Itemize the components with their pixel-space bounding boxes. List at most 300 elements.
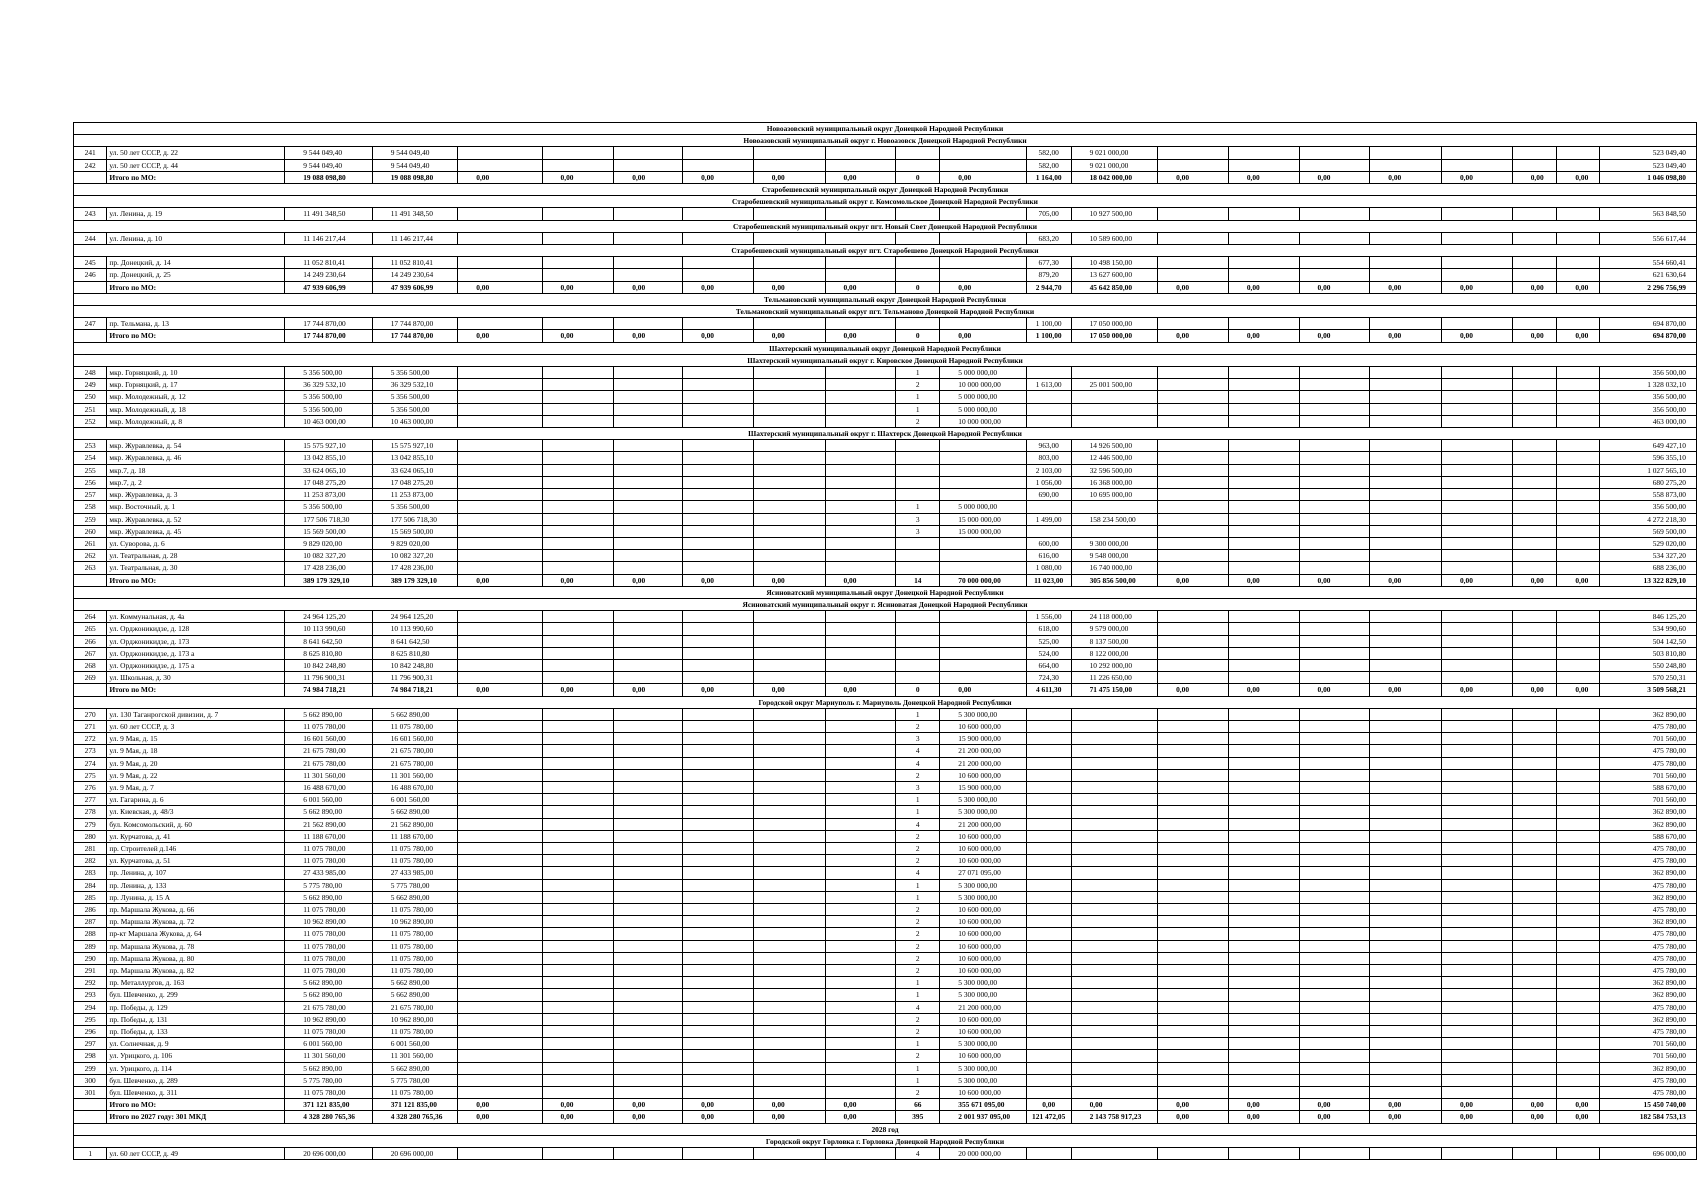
value-cell [1557, 1087, 1600, 1099]
value-cell: 20 000 000,00 [940, 1148, 1027, 1160]
value-cell [1557, 269, 1600, 281]
value-cell [614, 952, 683, 964]
value-cell [1158, 989, 1229, 1001]
table-row [74, 1074, 1697, 1086]
value-cell: 2 944,70 [1026, 281, 1071, 293]
value-cell: 550 248,80 [1600, 659, 1697, 671]
value-cell [1228, 501, 1299, 513]
value-cell: 0,00 [614, 1099, 683, 1111]
value-cell [1512, 818, 1557, 830]
value-cell [458, 440, 542, 452]
value-cell [753, 720, 825, 732]
value-cell [1158, 830, 1229, 842]
value-cell [1158, 818, 1229, 830]
row-number: 284 [74, 879, 107, 891]
table-row [74, 891, 1697, 903]
value-cell [1026, 757, 1071, 769]
value-cell [458, 904, 542, 916]
value-cell: 2 [896, 830, 940, 842]
value-cell: 0,00 [1557, 574, 1600, 586]
value-cell: 5 356 500,00 [372, 501, 458, 513]
value-cell: 5 775 780,00 [372, 879, 458, 891]
value-cell [542, 818, 614, 830]
value-cell [614, 708, 683, 720]
value-cell [1228, 391, 1299, 403]
value-cell [1441, 1148, 1512, 1160]
value-cell [614, 647, 683, 659]
value-cell [683, 952, 754, 964]
value-cell: 4 [896, 757, 940, 769]
value-cell [1228, 818, 1299, 830]
value-cell [1441, 794, 1512, 806]
value-cell: 17 428 236,00 [372, 562, 458, 574]
value-cell [1441, 965, 1512, 977]
value-cell: 2 [896, 1026, 940, 1038]
value-cell: 0,00 [940, 330, 1027, 342]
value-cell [1071, 867, 1158, 879]
value-cell [1228, 733, 1299, 745]
value-cell [1026, 891, 1071, 903]
value-cell [753, 733, 825, 745]
value-cell: 2 [896, 1013, 940, 1025]
value-cell [825, 757, 896, 769]
value-cell [1512, 452, 1557, 464]
value-cell [1228, 367, 1299, 379]
value-cell [1299, 733, 1370, 745]
value-cell [614, 232, 683, 244]
address-cell: мкр. Журавлевка, д. 3 [107, 489, 285, 501]
value-cell [825, 159, 896, 171]
value-cell [1158, 940, 1229, 952]
value-cell: 21 200 000,00 [940, 1001, 1027, 1013]
section-header [74, 184, 1697, 196]
value-cell [683, 757, 754, 769]
value-cell [1370, 769, 1442, 781]
value-cell [1441, 318, 1512, 330]
row-number: 247 [74, 318, 107, 330]
value-cell [753, 367, 825, 379]
value-cell [458, 965, 542, 977]
value-cell: 10 842 248,80 [285, 659, 372, 671]
value-cell: 5 662 890,00 [372, 977, 458, 989]
value-cell [614, 928, 683, 940]
value-cell [1370, 842, 1442, 854]
value-cell [614, 1074, 683, 1086]
value-cell [1512, 318, 1557, 330]
value-cell [542, 1026, 614, 1038]
value-cell [825, 879, 896, 891]
value-cell: 10 600 000,00 [940, 940, 1027, 952]
row-number: 276 [74, 781, 107, 793]
value-cell [1299, 1038, 1370, 1050]
table-row [74, 232, 1697, 244]
value-cell: 5 300 000,00 [940, 708, 1027, 720]
value-cell [753, 794, 825, 806]
value-cell: 45 642 850,00 [1071, 281, 1158, 293]
value-cell [458, 1050, 542, 1062]
value-cell [458, 147, 542, 159]
value-cell: 5 300 000,00 [940, 977, 1027, 989]
table-row [74, 562, 1697, 574]
table-row [74, 208, 1697, 220]
value-cell: 0,00 [1228, 281, 1299, 293]
value-cell [1557, 537, 1600, 549]
table-row [74, 818, 1697, 830]
value-cell [1370, 379, 1442, 391]
value-cell [1299, 745, 1370, 757]
value-cell [1557, 672, 1600, 684]
value-cell [614, 769, 683, 781]
value-cell: 621 630,64 [1600, 269, 1697, 281]
table-row [74, 1038, 1697, 1050]
value-cell [1299, 989, 1370, 1001]
value-cell: 5 000 000,00 [940, 367, 1027, 379]
address-cell: мкр. Журавлевка, д. 45 [107, 525, 285, 537]
value-cell: 11 075 780,00 [372, 940, 458, 952]
value-cell [1512, 1013, 1557, 1025]
value-cell [1228, 916, 1299, 928]
value-cell: 0,00 [683, 330, 754, 342]
value-cell [825, 794, 896, 806]
value-cell [1512, 440, 1557, 452]
value-cell [614, 476, 683, 488]
value-cell [1370, 989, 1442, 1001]
value-cell [683, 403, 754, 415]
value-cell [825, 611, 896, 623]
value-cell [753, 562, 825, 574]
value-cell [825, 525, 896, 537]
section-title: Старобешевский муниципальный округ пгт. Новый Свет Донецкой Народной Республики [74, 220, 1697, 232]
value-cell: 13 322 829,10 [1600, 574, 1697, 586]
value-cell: 558 873,00 [1600, 489, 1697, 501]
row-number: 260 [74, 525, 107, 537]
value-cell [1370, 757, 1442, 769]
value-cell [1158, 916, 1229, 928]
value-cell [1071, 403, 1158, 415]
value-cell: 3 [896, 733, 940, 745]
value-cell [458, 403, 542, 415]
value-cell: 0,00 [542, 330, 614, 342]
value-cell: 10 589 600,00 [1071, 232, 1158, 244]
value-cell [458, 1148, 542, 1160]
value-cell [614, 757, 683, 769]
value-cell: 15 000 000,00 [940, 513, 1027, 525]
value-cell: 5 300 000,00 [940, 891, 1027, 903]
value-cell [1228, 769, 1299, 781]
value-cell [1512, 550, 1557, 562]
value-cell [1158, 501, 1229, 513]
value-cell: 0,00 [458, 281, 542, 293]
value-cell [542, 794, 614, 806]
value-cell: 1 [896, 806, 940, 818]
value-cell: 0,00 [1228, 684, 1299, 696]
value-cell [753, 842, 825, 854]
value-cell [1158, 208, 1229, 220]
value-cell [614, 489, 683, 501]
value-cell: 362 890,00 [1600, 989, 1697, 1001]
value-cell: 10 842 248,80 [372, 659, 458, 671]
value-cell [1228, 757, 1299, 769]
value-cell: 0,00 [753, 1111, 825, 1123]
address-cell: пр. Маршала Жукова, д. 72 [107, 916, 285, 928]
value-cell: 5 662 890,00 [372, 1062, 458, 1074]
value-cell [940, 672, 1027, 684]
value-cell [1441, 855, 1512, 867]
value-cell: 25 001 500,00 [1071, 379, 1158, 391]
value-cell [1441, 659, 1512, 671]
value-cell [1228, 379, 1299, 391]
value-cell [940, 659, 1027, 671]
total-row [74, 684, 1697, 696]
address-cell: ул. Ленина, д. 19 [107, 208, 285, 220]
value-cell: 504 142,50 [1600, 635, 1697, 647]
value-cell [614, 415, 683, 427]
value-cell [1370, 781, 1442, 793]
table-row [74, 830, 1697, 842]
value-cell: 0,00 [683, 574, 754, 586]
value-cell: 0,00 [825, 171, 896, 183]
table-row [74, 867, 1697, 879]
address-cell: ул. Киевская, д. 48/3 [107, 806, 285, 818]
value-cell: 14 [896, 574, 940, 586]
row-number: 241 [74, 147, 107, 159]
value-cell [825, 464, 896, 476]
address-cell: пр-кт Маршала Жукова, д. 64 [107, 928, 285, 940]
value-cell [1299, 1087, 1370, 1099]
table-row [74, 916, 1697, 928]
value-cell [683, 659, 754, 671]
value-cell: 475 780,00 [1600, 1001, 1697, 1013]
value-cell: 0,00 [458, 171, 542, 183]
value-cell [542, 318, 614, 330]
value-cell [896, 269, 940, 281]
row-number: 1 [74, 1148, 107, 1160]
address-cell: мкр.7, д. 2 [107, 476, 285, 488]
value-cell: 11 301 560,00 [372, 1050, 458, 1062]
value-cell: 305 856 500,00 [1071, 574, 1158, 586]
value-cell [940, 464, 1027, 476]
value-cell: 5 000 000,00 [940, 391, 1027, 403]
row-number: 280 [74, 830, 107, 842]
value-cell: 2 [896, 965, 940, 977]
value-cell: 10 600 000,00 [940, 965, 1027, 977]
value-cell [1441, 781, 1512, 793]
value-cell [1557, 818, 1600, 830]
value-cell [1441, 977, 1512, 989]
value-cell: 10 695 000,00 [1071, 489, 1158, 501]
value-cell: 24 964 125,20 [285, 611, 372, 623]
value-cell [1299, 1013, 1370, 1025]
value-cell: 3 509 568,21 [1600, 684, 1697, 696]
value-cell [542, 842, 614, 854]
value-cell [896, 550, 940, 562]
value-cell: 14 249 230,64 [372, 269, 458, 281]
value-cell: 0,00 [614, 1111, 683, 1123]
value-cell [1158, 525, 1229, 537]
value-cell: 0,00 [458, 574, 542, 586]
value-cell: 0,00 [1441, 330, 1512, 342]
value-cell [1026, 1013, 1071, 1025]
value-cell: 11 052 810,41 [372, 257, 458, 269]
value-cell [1158, 733, 1229, 745]
value-cell [1228, 794, 1299, 806]
value-cell [1228, 257, 1299, 269]
value-cell: 11 253 873,00 [285, 489, 372, 501]
value-cell: 10 463 000,00 [285, 415, 372, 427]
address-cell: ул. Коммунальная, д. 4а [107, 611, 285, 623]
value-cell [614, 830, 683, 842]
value-cell [1557, 562, 1600, 574]
value-cell: 0,00 [1228, 1111, 1299, 1123]
value-cell [683, 867, 754, 879]
address-cell: мкр. Молодежный, д. 18 [107, 403, 285, 415]
value-cell: 2 [896, 769, 940, 781]
value-cell [683, 769, 754, 781]
value-cell [1071, 989, 1158, 1001]
value-cell [683, 611, 754, 623]
value-cell [1299, 464, 1370, 476]
value-cell: 2 [896, 855, 940, 867]
value-cell [1299, 159, 1370, 171]
value-cell: 10 600 000,00 [940, 904, 1027, 916]
value-cell [1026, 794, 1071, 806]
value-cell [1370, 916, 1442, 928]
value-cell [542, 879, 614, 891]
value-cell [1299, 537, 1370, 549]
value-cell [1441, 672, 1512, 684]
value-cell [458, 806, 542, 818]
value-cell: 36 329 532,10 [285, 379, 372, 391]
value-cell [1512, 916, 1557, 928]
value-cell: 0,00 [614, 684, 683, 696]
value-cell: 21 675 780,00 [372, 757, 458, 769]
value-cell: 475 780,00 [1600, 965, 1697, 977]
value-cell [683, 647, 754, 659]
value-cell: 0,00 [940, 171, 1027, 183]
value-cell [542, 745, 614, 757]
value-cell [614, 513, 683, 525]
value-cell: 5 000 000,00 [940, 403, 1027, 415]
value-cell [825, 232, 896, 244]
value-cell [1441, 1026, 1512, 1038]
table-row [74, 1148, 1697, 1160]
value-cell [1071, 1026, 1158, 1038]
value-cell [458, 659, 542, 671]
value-cell: 11 075 780,00 [372, 842, 458, 854]
value-cell [458, 208, 542, 220]
value-cell: 2 103,00 [1026, 464, 1071, 476]
section-header [74, 123, 1697, 135]
section-title: Новоазовский муниципальный округ Донецкой Народной Республики [74, 123, 1697, 135]
value-cell [753, 769, 825, 781]
value-cell [614, 977, 683, 989]
value-cell: 0,00 [542, 171, 614, 183]
value-cell [683, 269, 754, 281]
value-cell [1370, 855, 1442, 867]
value-cell: 11 188 670,00 [285, 830, 372, 842]
value-cell: 0,00 [1441, 1099, 1512, 1111]
value-cell [1512, 501, 1557, 513]
value-cell [683, 818, 754, 830]
value-cell: 362 890,00 [1600, 891, 1697, 903]
value-cell [458, 452, 542, 464]
value-cell [825, 745, 896, 757]
value-cell: 2 [896, 928, 940, 940]
value-cell [458, 928, 542, 940]
table-row [74, 965, 1697, 977]
section-header [74, 135, 1697, 147]
value-cell [1512, 928, 1557, 940]
value-cell [1158, 647, 1229, 659]
value-cell [896, 647, 940, 659]
table-row [74, 952, 1697, 964]
value-cell [1228, 562, 1299, 574]
table-row [74, 159, 1697, 171]
value-cell: 6 001 560,00 [372, 1038, 458, 1050]
value-cell [825, 391, 896, 403]
value-cell [1299, 452, 1370, 464]
value-cell [825, 257, 896, 269]
value-cell [825, 708, 896, 720]
value-cell [683, 733, 754, 745]
value-cell: 1 [896, 977, 940, 989]
value-cell: 588 670,00 [1600, 830, 1697, 842]
value-cell [753, 1074, 825, 1086]
value-cell [1299, 257, 1370, 269]
value-cell: 3 [896, 525, 940, 537]
value-cell: 10 927 500,00 [1071, 208, 1158, 220]
value-cell [1026, 781, 1071, 793]
value-cell [1370, 940, 1442, 952]
value-cell [1512, 977, 1557, 989]
value-cell [1026, 708, 1071, 720]
section-title: Тельмановский муниципальный округ пгт. Тельманово Донецкой Народной Республики [74, 306, 1697, 318]
value-cell [1228, 525, 1299, 537]
value-cell [896, 440, 940, 452]
address-cell: пр. Ленина, д. 133 [107, 879, 285, 891]
value-cell [1299, 415, 1370, 427]
value-cell: 556 617,44 [1600, 232, 1697, 244]
value-cell [1158, 928, 1229, 940]
address-cell: Итого по 2027 году: 301 МКД [107, 1111, 285, 1123]
value-cell: 2 [896, 952, 940, 964]
value-cell: 1 [896, 794, 940, 806]
value-cell: 121 472,05 [1026, 1111, 1071, 1123]
value-cell: 15 575 927,10 [372, 440, 458, 452]
value-cell: 701 560,00 [1600, 1038, 1697, 1050]
row-number: 253 [74, 440, 107, 452]
value-cell: 503 810,80 [1600, 647, 1697, 659]
address-cell: ул. Театральная, д. 28 [107, 550, 285, 562]
value-cell [614, 611, 683, 623]
table-row [74, 257, 1697, 269]
table-row [74, 672, 1697, 684]
row-number: 274 [74, 757, 107, 769]
value-cell: 10 600 000,00 [940, 928, 1027, 940]
value-cell [1512, 794, 1557, 806]
value-cell [1512, 647, 1557, 659]
value-cell: 9 548 000,00 [1071, 550, 1158, 562]
value-cell: 690,00 [1026, 489, 1071, 501]
value-cell [1441, 647, 1512, 659]
value-cell [458, 916, 542, 928]
value-cell [753, 550, 825, 562]
value-cell [940, 489, 1027, 501]
value-cell: 0,00 [1512, 1111, 1557, 1123]
section-title: Городской округ Горловка г. Горловка Донецкой Народной Республики [74, 1135, 1697, 1147]
value-cell [896, 611, 940, 623]
value-cell [614, 1038, 683, 1050]
